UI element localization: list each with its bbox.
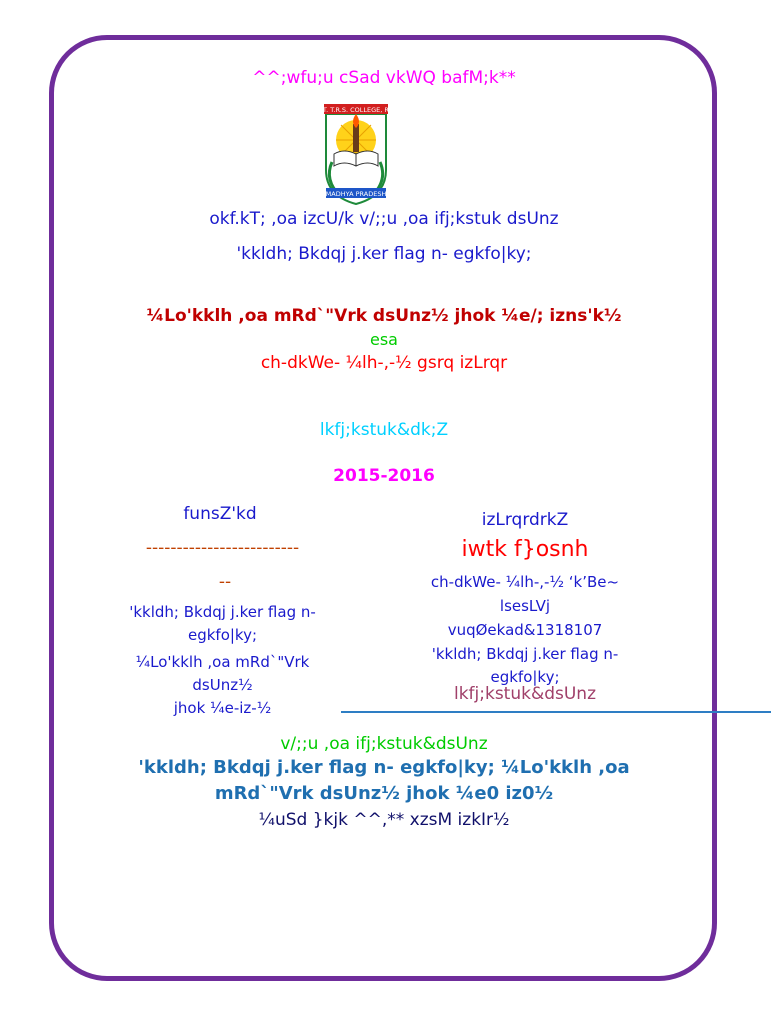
- esa-text: esa: [370, 330, 398, 349]
- presenter-heading: izLrqrdrkZ: [481, 510, 569, 530]
- affiliation-line: ¼Lo'kklh ,oa mRd`"Vrk dsUnz½ jhok ¼e/; izns'k½: [146, 306, 622, 326]
- presenter-semester: lsesLVj: [499, 597, 551, 615]
- guide-dashes: -------------------------: [145, 538, 300, 558]
- logo-bottom-text: MADHYA PRADESH: [325, 190, 387, 198]
- top-title: ^^;wfu;u cSad vkWQ bafM;k**: [252, 68, 516, 88]
- institute-line: okf.kT; ,oa izcU/k v/;;u ,oa ifj;kstuk dsUnz: [209, 209, 559, 229]
- college-line: 'kkldh; Bkdqj j.ker flag n- egkfo|ky;: [236, 244, 532, 264]
- divider-line: [341, 711, 771, 713]
- presenter-center: lkfj;kstuk&dsUnz: [453, 684, 597, 704]
- guide-location: jhok ¼e-iz-½: [173, 699, 272, 717]
- presenter-college-cont: [400, 662, 650, 686]
- guide-status: ¼Lo'kklh ,oa mRd`"Vrk: [135, 653, 310, 671]
- footer-college-line1: 'kkldh; Bkdqj j.ker flag n- egkfo|ky; ¼Lo'kklh ,oa: [138, 757, 630, 778]
- presenter-name: iwtk f}osnh: [461, 537, 589, 562]
- footer-center: v/;;u ,oa ifj;kstuk&dsUnz: [280, 734, 488, 754]
- presenter-college: 'kkldh; Bkdqj j.ker flag n-: [431, 645, 619, 663]
- guide-college-line1: 'kkldh; Bkdqj j.ker flag n-: [129, 603, 316, 621]
- presenter-course: ch-dkWe- ¼lh-,-½ ‘k’Be~: [430, 573, 620, 591]
- footer-college-line2: mRd`"Vrk dsUnz½ jhok ¼e0 iz0½: [214, 783, 554, 804]
- presenter-roll: vuqØekad&1318107: [447, 621, 603, 639]
- logo-top-text: GOVT. T.R.S. COLLEGE, REWA: [308, 106, 404, 114]
- footer-rating: ¼uSd }kjk ^^,** xzsM izkIr½: [258, 810, 510, 830]
- program-line: ch-dkWe- ¼lh-,-½ gsrq izLrqr: [260, 353, 508, 373]
- college-emblem-logo: [308, 100, 404, 208]
- guide-college-line2: egkfo|ky;: [187, 626, 258, 644]
- project-type: lkfj;kstuk&dk;Z: [319, 420, 449, 440]
- guide-dashes-short: --: [218, 572, 232, 592]
- presenter-college-cont-text: egkfo|ky;: [490, 668, 560, 686]
- guide-heading: funsZ'kd: [183, 504, 257, 524]
- session-year: 2015-2016: [333, 466, 435, 486]
- guide-status-line2: dsUnz½: [192, 676, 253, 694]
